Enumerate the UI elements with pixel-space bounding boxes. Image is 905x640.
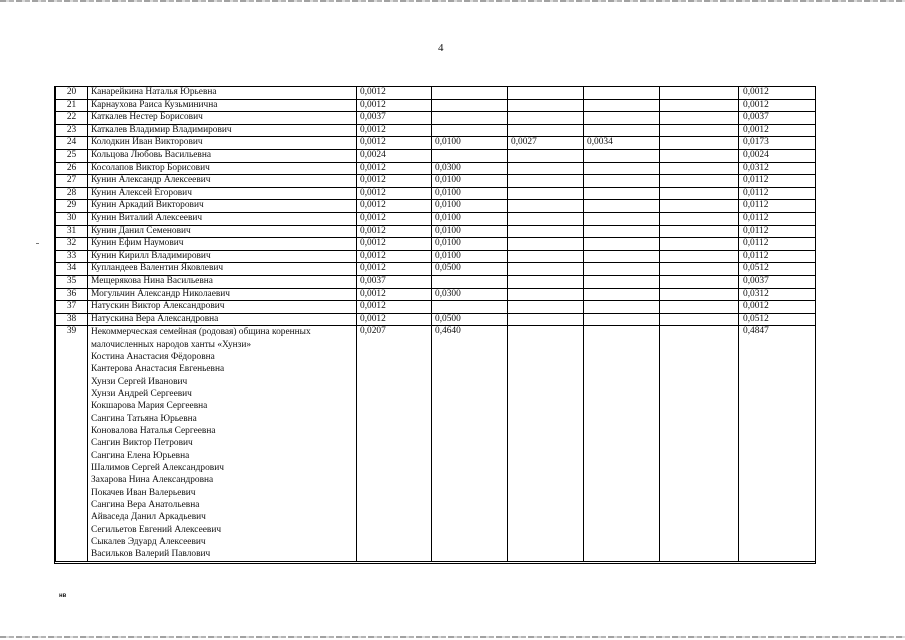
value-col-3	[508, 288, 584, 301]
total-value: 0,0512	[739, 313, 816, 326]
value-col-1: 0,0012	[357, 99, 432, 112]
value-col-4	[584, 87, 660, 100]
community-member: Хунзи Сергей Иванович	[91, 376, 188, 387]
value-col-3	[508, 187, 584, 200]
person-name: Натускина Вера Александровна	[88, 313, 357, 326]
value-col-4	[584, 238, 660, 251]
community-member: Сангин Виктор Петрович	[91, 438, 193, 449]
community-member: Сангина Вера Анатольевна	[91, 500, 200, 511]
value-col-2	[432, 87, 508, 100]
value-col-4	[584, 112, 660, 125]
total-value: 0,0012	[739, 87, 816, 100]
value-col-1: 0,0012	[357, 301, 432, 314]
table-row	[56, 225, 816, 238]
community-member: Коновалова Наталья Сергеевна	[91, 426, 216, 437]
value-col-1: 0,0012	[357, 313, 432, 326]
person-name: Кунин Алексей Егорович	[88, 187, 357, 200]
total-value: 0,0037	[739, 112, 816, 125]
table-row	[56, 187, 816, 200]
shareholders-table-frame	[54, 86, 816, 564]
person-name: Кунин Кирилл Владимирович	[88, 250, 357, 263]
row-number: 27	[56, 175, 88, 188]
table-row	[56, 212, 816, 225]
total-value: 0,0112	[739, 238, 816, 251]
value-col-5	[660, 288, 739, 301]
community-member: Сангина Елена Юрьевна	[91, 450, 190, 461]
value-col-1: 0,0012	[357, 225, 432, 238]
community-cell	[88, 326, 357, 562]
table-row	[56, 263, 816, 276]
value-col-5	[660, 124, 739, 137]
table-row	[56, 200, 816, 213]
person-name: Кунин Александр Алексеевич	[88, 175, 357, 188]
table-row	[56, 301, 816, 314]
table-row	[56, 238, 816, 251]
value-col-5	[660, 175, 739, 188]
total-value: 0,0024	[739, 149, 816, 162]
value-col-5	[660, 326, 739, 562]
value-col-2: 0,0100	[432, 200, 508, 213]
value-col-3	[508, 212, 584, 225]
value-col-2	[432, 149, 508, 162]
value-col-3	[508, 112, 584, 125]
value-col-5	[660, 225, 739, 238]
value-col-5	[660, 212, 739, 225]
total-value: 0,4847	[739, 326, 816, 562]
value-col-1: 0,0012	[357, 162, 432, 175]
value-col-3: 0,0027	[508, 137, 584, 150]
table-row	[56, 87, 816, 100]
row-number: 34	[56, 263, 88, 276]
value-col-2: 0,0100	[432, 250, 508, 263]
community-member: Костина Анастасия Фёдоровна	[91, 351, 215, 362]
value-col-4	[584, 162, 660, 175]
value-col-2: 0,0100	[432, 212, 508, 225]
table-row	[56, 99, 816, 112]
person-name: Купландеев Валентин Яковлевич	[88, 263, 357, 276]
community-row-group	[56, 326, 816, 562]
row-number: 39	[56, 326, 88, 562]
value-col-3	[508, 175, 584, 188]
value-col-3	[508, 313, 584, 326]
value-col-3	[508, 250, 584, 263]
value-col-4	[584, 187, 660, 200]
value-col-1: 0,0012	[357, 250, 432, 263]
value-col-4	[584, 200, 660, 213]
row-number: 35	[56, 275, 88, 288]
value-col-2	[432, 301, 508, 314]
person-name: Натускин Виктор Александрович	[88, 301, 357, 314]
community-member: Айваседа Данил Аркадьевич	[91, 512, 206, 523]
person-name: Кунин Ефим Наумович	[88, 238, 357, 251]
row-number: 26	[56, 162, 88, 175]
total-value: 0,0312	[739, 288, 816, 301]
value-col-4: 0,0034	[584, 137, 660, 150]
total-value: 0,0312	[739, 162, 816, 175]
community-row	[56, 326, 816, 562]
value-col-5	[660, 149, 739, 162]
community-member: Васильков Валерий Павлович	[91, 549, 211, 560]
table-row	[56, 149, 816, 162]
row-number: 29	[56, 200, 88, 213]
total-value: 0,0012	[739, 301, 816, 314]
value-col-1: 0,0012	[357, 175, 432, 188]
value-col-5	[660, 301, 739, 314]
person-name: Мещерякова Нина Васильевна	[88, 275, 357, 288]
value-col-4	[584, 124, 660, 137]
value-col-3	[508, 263, 584, 276]
value-col-4	[584, 250, 660, 263]
value-col-1: 0,0024	[357, 149, 432, 162]
value-col-2: 0,4640	[432, 326, 508, 562]
person-name: Колодкин Иван Викторович	[88, 137, 357, 150]
value-col-3	[508, 238, 584, 251]
row-number: 30	[56, 212, 88, 225]
total-value: 0,0112	[739, 225, 816, 238]
value-col-1: 0,0207	[357, 326, 432, 562]
value-col-3	[508, 301, 584, 314]
row-number: 21	[56, 99, 88, 112]
page-number: 4	[438, 42, 444, 54]
total-value: 0,0012	[739, 99, 816, 112]
community-member: Шалимов Сергей Александрович	[91, 463, 224, 474]
value-col-3	[508, 326, 584, 562]
value-col-4	[584, 326, 660, 562]
person-name: Кунин Данил Семенович	[88, 225, 357, 238]
row-number: 28	[56, 187, 88, 200]
row-number: 37	[56, 301, 88, 314]
community-member: Покачев Иван Валерьевич	[91, 487, 196, 498]
value-col-2	[432, 124, 508, 137]
community-member: Сангина Татьяна Юрьевна	[91, 413, 197, 424]
value-col-4	[584, 275, 660, 288]
value-col-2: 0,0300	[432, 288, 508, 301]
value-col-4	[584, 175, 660, 188]
row-number: 22	[56, 112, 88, 125]
total-value: 0,0112	[739, 187, 816, 200]
total-value: 0,0012	[739, 124, 816, 137]
person-name: Канарейкина Наталья Юрьевна	[88, 87, 357, 100]
value-col-1: 0,0012	[357, 263, 432, 276]
value-col-2: 0,0500	[432, 313, 508, 326]
community-member: Хунзи Андрей Сергеевич	[91, 389, 192, 399]
value-col-2: 0,0100	[432, 238, 508, 251]
table-row	[56, 112, 816, 125]
value-col-2: 0,0500	[432, 263, 508, 276]
value-col-1: 0,0012	[357, 200, 432, 213]
value-col-2: 0,0100	[432, 137, 508, 150]
value-col-3	[508, 99, 584, 112]
value-col-3	[508, 275, 584, 288]
table-row	[56, 162, 816, 175]
total-value: 0,0173	[739, 137, 816, 150]
value-col-5	[660, 87, 739, 100]
value-col-3	[508, 149, 584, 162]
value-col-2	[432, 99, 508, 112]
value-col-1: 0,0012	[357, 187, 432, 200]
value-col-5	[660, 238, 739, 251]
row-number: 36	[56, 288, 88, 301]
table-body	[56, 87, 816, 326]
table-row	[56, 175, 816, 188]
shareholders-table	[55, 86, 816, 562]
value-col-3	[508, 200, 584, 213]
footer-mark: нв	[59, 593, 67, 599]
community-members-list	[91, 351, 353, 561]
community-name-line1: Некоммерческая семейная (родовая) община коренных	[91, 327, 311, 338]
value-col-4	[584, 263, 660, 276]
community-member: Кантерова Анастасия Евгеньевна	[91, 364, 225, 375]
row-number: 32	[56, 238, 88, 251]
table-row	[56, 288, 816, 301]
person-name: Каткалев Владимир Владимирович	[88, 124, 357, 137]
value-col-1: 0,0037	[357, 275, 432, 288]
total-value: 0,0112	[739, 250, 816, 263]
community-member: Сыкалев Эдуард Алексеевич	[91, 537, 206, 548]
person-name: Кунин Аркадий Викторович	[88, 200, 357, 213]
person-name: Кольцова Любовь Васильевна	[88, 149, 357, 162]
table-row	[56, 137, 816, 150]
value-col-2: 0,0100	[432, 175, 508, 188]
value-col-3	[508, 225, 584, 238]
value-col-3	[508, 124, 584, 137]
value-col-5	[660, 137, 739, 150]
value-col-4	[584, 301, 660, 314]
value-col-4	[584, 288, 660, 301]
value-col-5	[660, 162, 739, 175]
value-col-1: 0,0012	[357, 87, 432, 100]
value-col-1: 0,0037	[357, 112, 432, 125]
scan-edge-top	[0, 0, 905, 2]
value-col-5	[660, 263, 739, 276]
total-value: 0,0512	[739, 263, 816, 276]
community-member: Кокшарова Мария Сергеевна	[91, 401, 208, 412]
row-number: 25	[56, 149, 88, 162]
community-member: Сегильетов Евгений Алексеевич	[91, 524, 222, 535]
table-row	[56, 275, 816, 288]
value-col-1: 0,0012	[357, 124, 432, 137]
community-name-line2: малочисленных народов ханты «Хунзи»	[91, 339, 252, 350]
value-col-1: 0,0012	[357, 288, 432, 301]
value-col-4	[584, 313, 660, 326]
row-number: 23	[56, 124, 88, 137]
total-value: 0,0112	[739, 200, 816, 213]
person-name: Могульчин Александр Николаевич	[88, 288, 357, 301]
person-name: Косолапов Виктор Борисович	[88, 162, 357, 175]
value-col-2	[432, 275, 508, 288]
person-name: Карнаухова Раиса Кузьминична	[88, 99, 357, 112]
value-col-2: 0,0300	[432, 162, 508, 175]
community-member: Захарова Нина Александровна	[91, 475, 214, 486]
person-name: Каткалев Нестер Борисович	[88, 112, 357, 125]
total-value: 0,0112	[739, 212, 816, 225]
row-number: 31	[56, 225, 88, 238]
value-col-2	[432, 112, 508, 125]
value-col-5	[660, 275, 739, 288]
value-col-4	[584, 99, 660, 112]
value-col-2: 0,0100	[432, 225, 508, 238]
value-col-5	[660, 313, 739, 326]
value-col-1: 0,0012	[357, 212, 432, 225]
value-col-4	[584, 212, 660, 225]
value-col-4	[584, 149, 660, 162]
value-col-5	[660, 187, 739, 200]
person-name: Кунин Виталий Алексеевич	[88, 212, 357, 225]
value-col-5	[660, 200, 739, 213]
row-number: 38	[56, 313, 88, 326]
table-row	[56, 124, 816, 137]
value-col-1: 0,0012	[357, 238, 432, 251]
total-value: 0,0112	[739, 175, 816, 188]
table-row	[56, 250, 816, 263]
value-col-4	[584, 225, 660, 238]
row-number: 20	[56, 87, 88, 100]
row-number: 24	[56, 137, 88, 150]
value-col-5	[660, 250, 739, 263]
value-col-2: 0,0100	[432, 187, 508, 200]
total-value: 0,0037	[739, 275, 816, 288]
value-col-5	[660, 99, 739, 112]
value-col-3	[508, 162, 584, 175]
row-number: 33	[56, 250, 88, 263]
value-col-5	[660, 112, 739, 125]
scan-edge-bottom	[0, 636, 905, 638]
value-col-3	[508, 87, 584, 100]
value-col-1: 0,0012	[357, 137, 432, 150]
margin-mark	[36, 243, 39, 244]
table-row	[56, 313, 816, 326]
